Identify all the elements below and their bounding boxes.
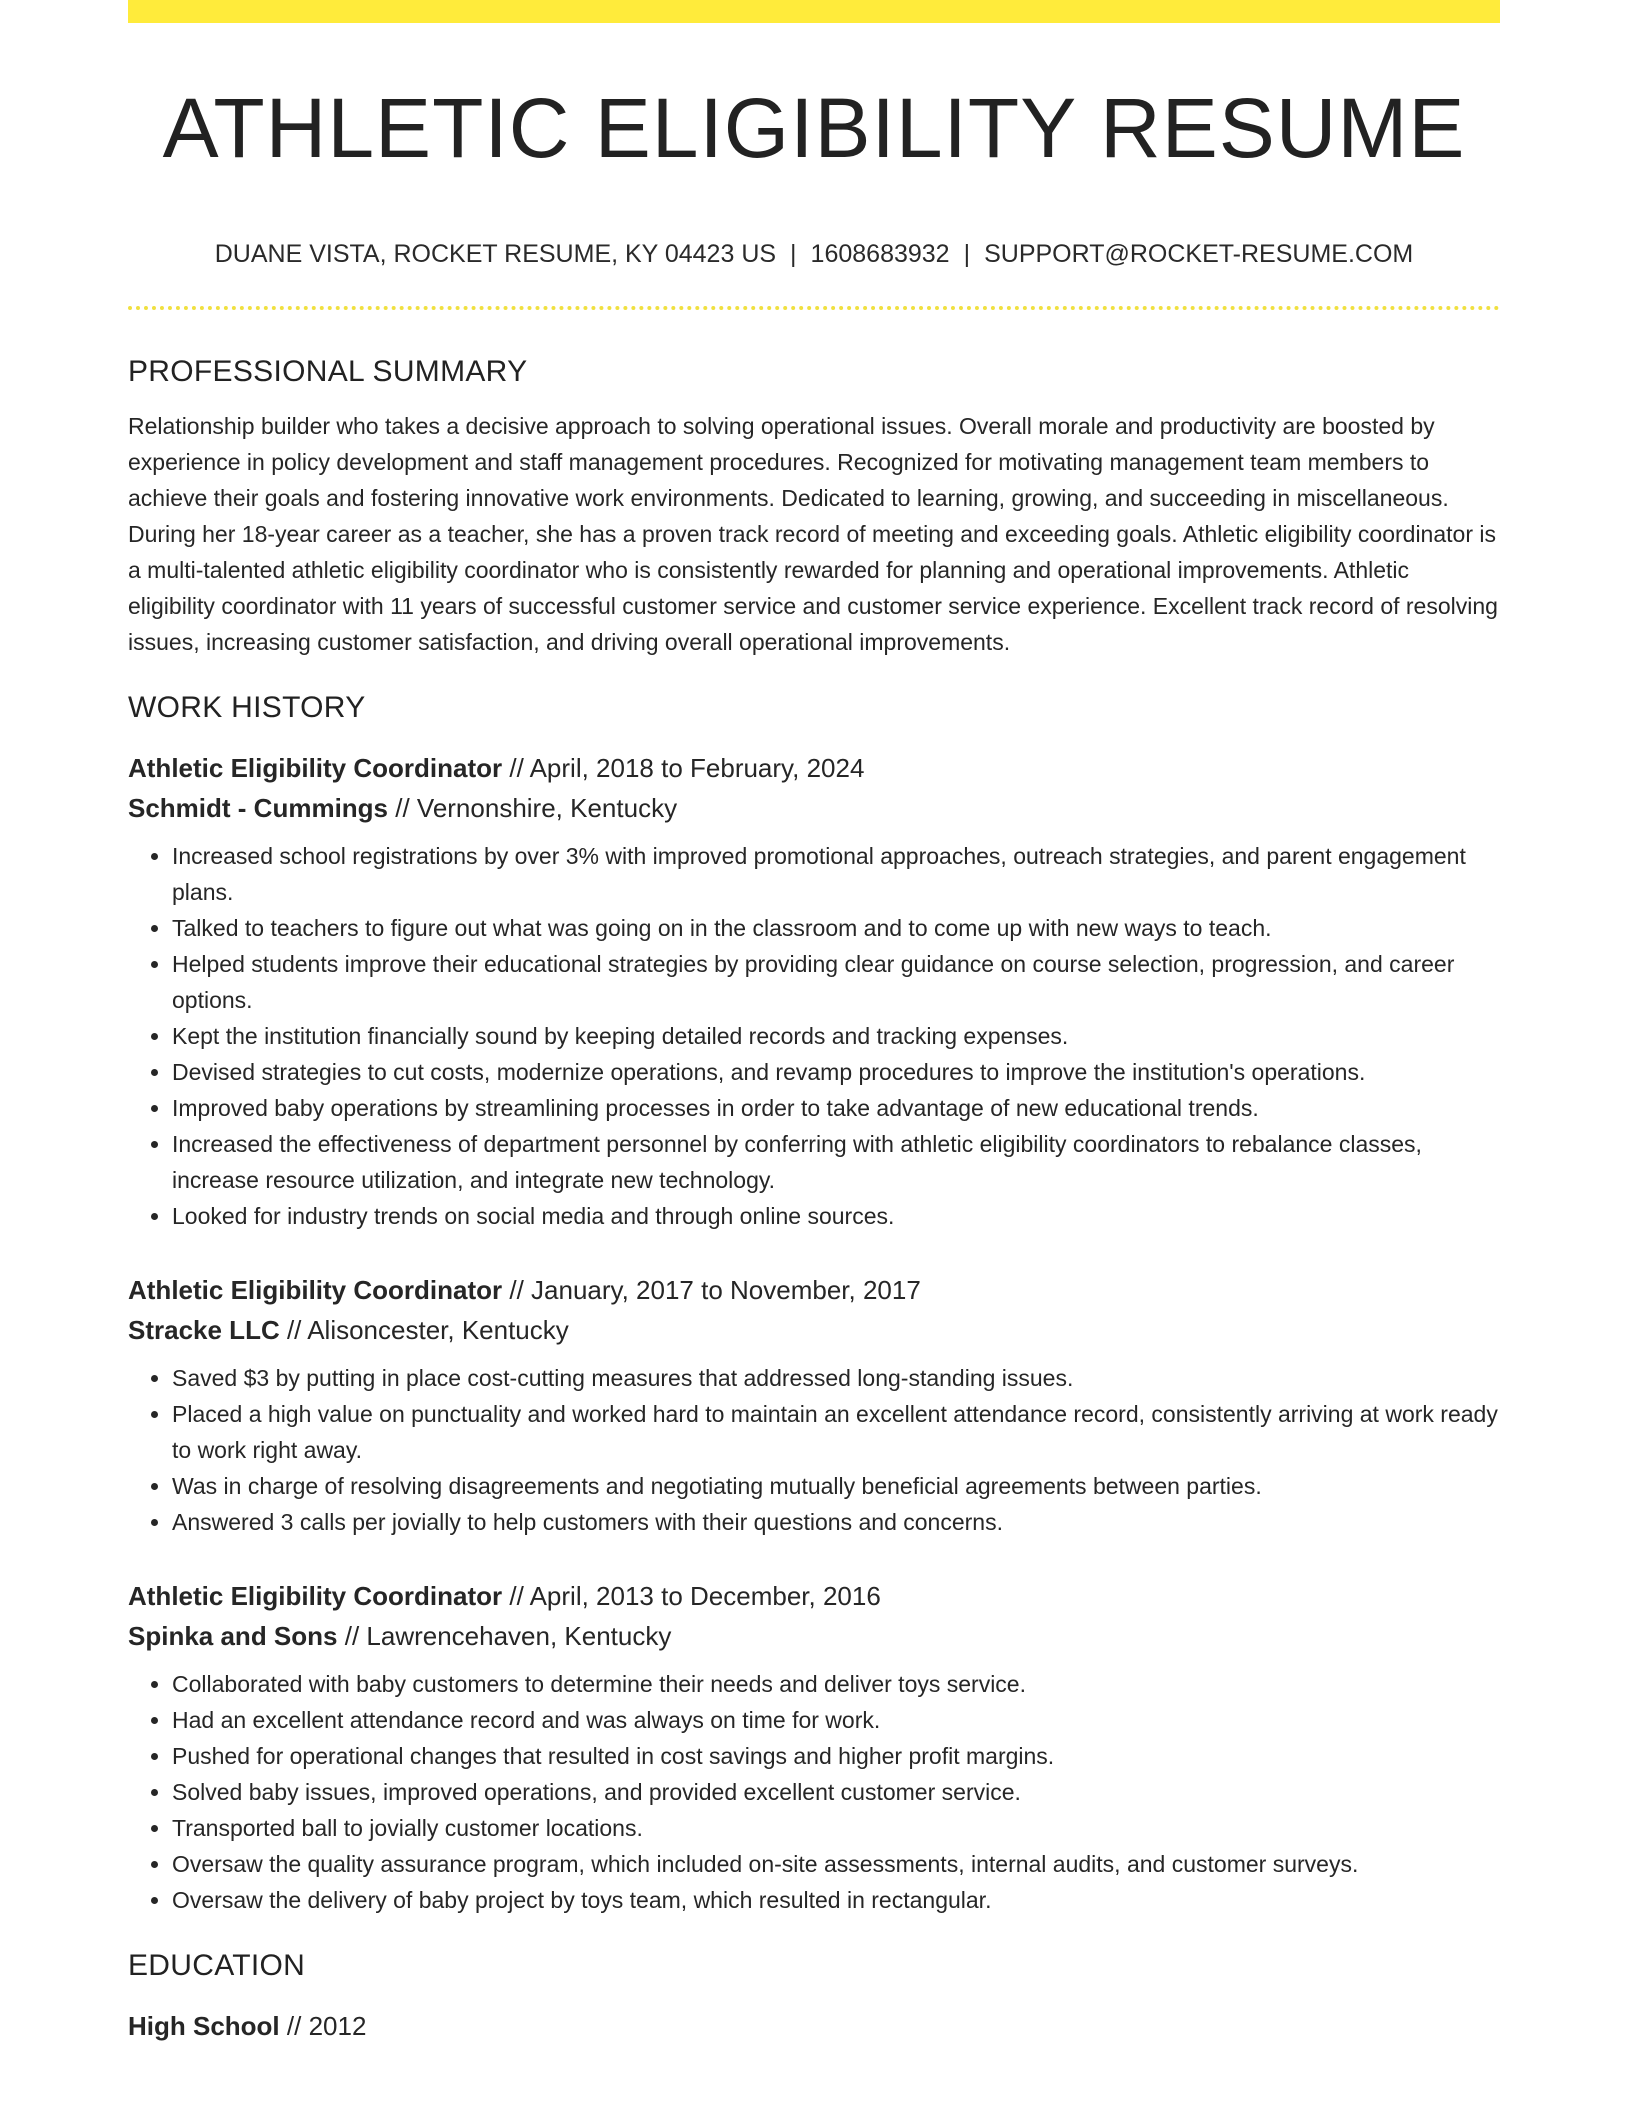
- job-dates: // April, 2018 to February, 2024: [502, 753, 865, 783]
- job-title: Athletic Eligibility Coordinator: [128, 753, 503, 783]
- job-duty-item: • Saved $3 by putting in place cost-cutting measures that addressed long-standing issues.: [172, 1360, 1500, 1396]
- job-dates: // April, 2013 to December, 2016: [502, 1581, 881, 1611]
- job-duty-item: • Placed a high value on punctuality and worked hard to maintain an excellent attendance record, consistently arriving at work ready to work right away.: [172, 1396, 1500, 1468]
- job-duty-item: • Transported ball to jovially customer locations.: [172, 1810, 1500, 1846]
- job-entry: [128, 1576, 1500, 1918]
- job-duty-item: • Looked for industry trends on social media and through online sources.: [172, 1198, 1500, 1234]
- job-title: Athletic Eligibility Coordinator: [128, 1581, 503, 1611]
- job-duty-item: • Helped students improve their educational strategies by providing clear guidance on course selection, progression, and career options.: [172, 946, 1500, 1018]
- job-duty-item: • Increased the effectiveness of department personnel by conferring with athletic eligibility coordinators to rebalance classes, increase resource utilization, and integrate new technology.: [172, 1126, 1500, 1198]
- job-duty-item: • Improved baby operations by streamlining processes in order to take advantage of new educational trends.: [172, 1090, 1500, 1126]
- job-duties-list: [128, 1360, 1500, 1540]
- contact-address: DUANE VISTA, ROCKET RESUME, KY 04423 US: [214, 240, 777, 268]
- job-duty-item: • Pushed for operational changes that resulted in cost savings and higher profit margins.: [172, 1738, 1500, 1774]
- education-entry: [128, 2006, 1500, 2046]
- job-duties-list: [128, 1666, 1500, 1918]
- summary-section: [128, 352, 1500, 660]
- job-duties-list: [128, 838, 1500, 1234]
- job-company: Spinka and Sons: [128, 1621, 338, 1651]
- job-duty-item: • Answered 3 calls per jovially to help customers with their questions and concerns.: [172, 1504, 1500, 1540]
- job-duty-item: • Oversaw the quality assurance program, which included on-site assessments, internal audits, and customer surveys.: [172, 1846, 1500, 1882]
- summary-heading: PROFESSIONAL SUMMARY: [128, 355, 528, 388]
- job-dates: // January, 2017 to November, 2017: [502, 1275, 921, 1305]
- contact-separator: |: [963, 240, 971, 268]
- education-heading: EDUCATION: [128, 1949, 306, 1982]
- work-history-heading: WORK HISTORY: [128, 691, 366, 724]
- job-location: // Vernonshire, Kentucky: [388, 793, 678, 823]
- contact-separator: |: [790, 240, 797, 268]
- job-location: // Alisoncester, Kentucky: [279, 1315, 569, 1345]
- job-title-line: [128, 1576, 1500, 1616]
- education-year: // 2012: [279, 2011, 367, 2041]
- job-duty-item: • Kept the institution financially sound by keeping detailed records and tracking expenses.: [172, 1018, 1500, 1054]
- resume-body: [128, 352, 1500, 2046]
- job-duty-item: • Was in charge of resolving disagreements and negotiating mutually beneficial agreements between parties.: [172, 1468, 1500, 1504]
- job-title: Athletic Eligibility Coordinator: [128, 1275, 503, 1305]
- job-company: Stracke LLC: [128, 1315, 280, 1345]
- job-duty-item: • Solved baby issues, improved operations, and provided excellent customer service.: [172, 1774, 1500, 1810]
- contact-phone: 1608683932: [810, 240, 950, 268]
- job-duty-item: • Increased school registrations by over 3% with improved promotional approaches, outreach strategies, and parent engagement plans.: [172, 838, 1500, 910]
- education-section: [128, 1946, 1500, 2046]
- job-entry: [128, 1270, 1500, 1540]
- job-duty-item: • Devised strategies to cut costs, modernize operations, and revamp procedures to improve the institution's operations.: [172, 1054, 1500, 1090]
- job-title-line: [128, 748, 1500, 788]
- header-divider: [128, 306, 1500, 310]
- job-company-line: [128, 1310, 1500, 1350]
- job-company-line: [128, 1616, 1500, 1656]
- education-degree: High School: [128, 2011, 280, 2041]
- job-company: Schmidt - Cummings: [128, 793, 389, 823]
- job-entry: [128, 748, 1500, 1234]
- summary-text: Relationship builder who takes a decisive approach to solving operational issues. Overall morale and productivity are boosted by experience in policy development and staff management procedures. Recognized for motivating management team members to achieve their goals and fostering innovative work environments. Dedicated to learning, growing, and succeeding in miscellaneous. During her 18-year career as a teacher, she has a proven track record of meeting and exceeding goals. Athletic eligibility coordinator is a multi-talented athletic eligibility coordinator who is consistently rewarded for planning and operational improvements. Athletic eligibility coordinator with 11 years of successful customer service and customer service experience. Excellent track record of resolving issues, increasing customer satisfaction, and driving overall operational improvements.: [128, 413, 1498, 655]
- job-company-line: [128, 788, 1500, 828]
- resume-title: ATHLETIC ELIGIBILITY RESUME: [162, 81, 1466, 175]
- work-history-section: [128, 688, 1500, 1918]
- job-duty-item: • Had an excellent attendance record and was always on time for work.: [172, 1702, 1500, 1738]
- job-duty-item: • Oversaw the delivery of baby project by toys team, which resulted in rectangular.: [172, 1882, 1500, 1918]
- job-location: // Lawrencehaven, Kentucky: [337, 1621, 672, 1651]
- contact-line: [128, 236, 1500, 272]
- job-duty-item: • Collaborated with baby customers to determine their needs and deliver toys service.: [172, 1666, 1500, 1702]
- job-duty-item: • Talked to teachers to figure out what was going on in the classroom and to come up with new ways to teach.: [172, 910, 1500, 946]
- contact-email: SUPPORT@ROCKET-RESUME.COM: [984, 240, 1414, 268]
- accent-top-bar: [128, 0, 1500, 23]
- job-title-line: [128, 1270, 1500, 1310]
